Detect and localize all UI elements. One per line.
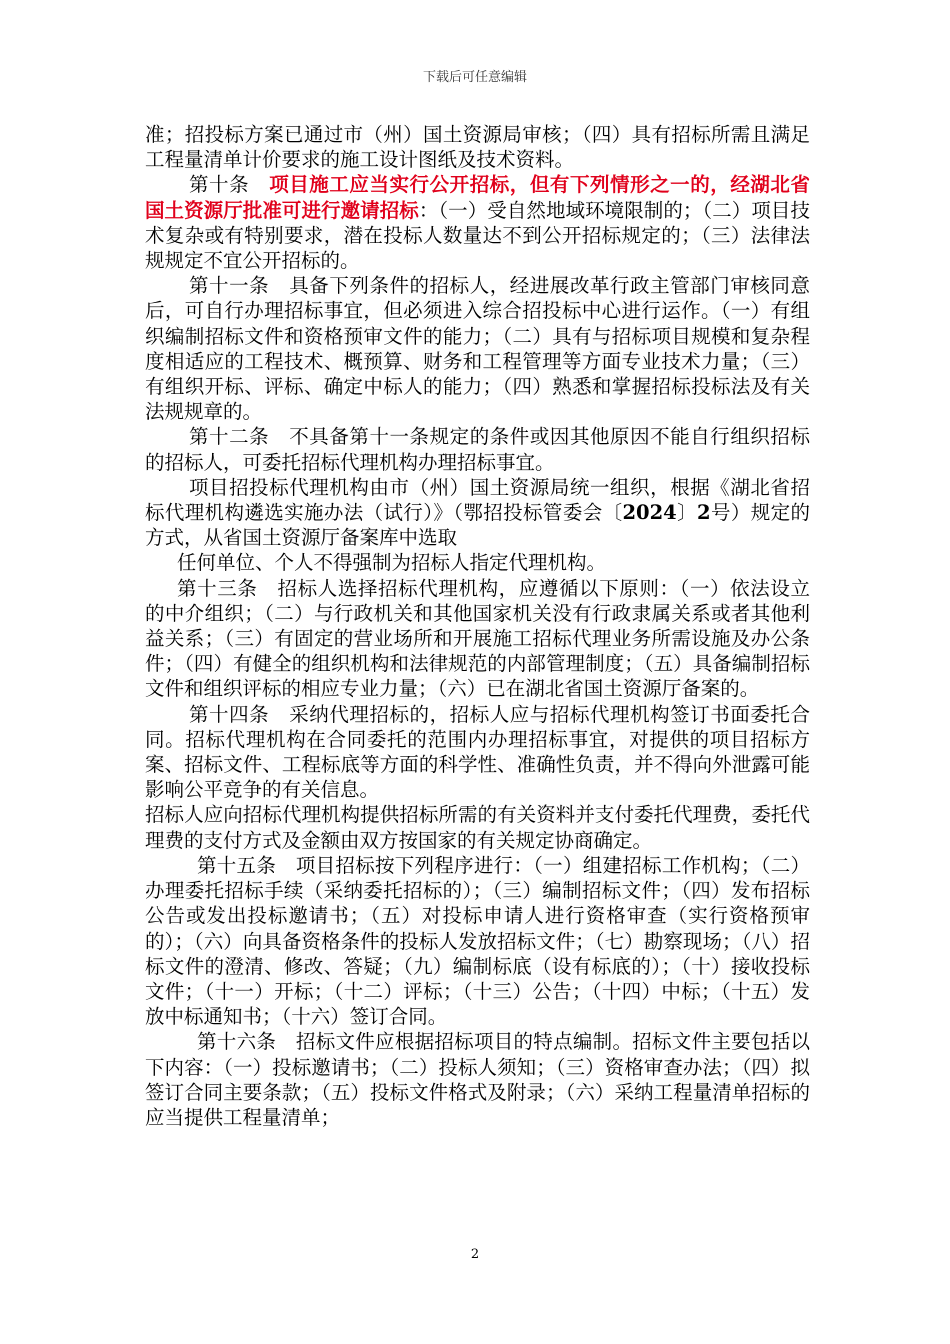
agency-text-2: 〕 [676,501,697,525]
agency-text-1: 项目招投标代理机构由市（州）国土资源局统一组织，根据《湖北省招标代理机构遴选实施办法（试行）》（鄂招投标管委会〔 [145,475,810,525]
article-13: 第十三条 招标人选择招标代理机构，应遵循以下原则：（一）依法设立的中介组织；（二）与行政机关和其他国家机关没有行政隶属关系或者其他利益关系；（三）有固定的营业场所和开展施工招标代理业务所需设施及办公条件；（四）有健全的组织机构和法律规范的内部管理制度；（五）具备编制招标文件和组织评标的相应专业力量；（六）已在湖北省国土资源厅备案的。 [145,576,810,701]
page-number: 2 [470,1247,480,1262]
article-10 [145,172,810,273]
article-11: 第十一条 具备下列条件的招标人，经进展改革行政主管部门审核同意后，可自行办理招标事宜，但必须进入综合招投标中心进行运作。（一）有组织编制招标文件和资格预审文件的能力；（二）具有与招标项目规模和复杂程度相适应的工程技术、概预算、财务和工程管理等方面专业技术力量；（三）有组织开标、评标、确定中标人的能力；（四）熟悉和掌握招标投标法及有关法规规章的。 [145,274,810,424]
article-16: 第十六条 招标文件应根据招标项目的特点编制。招标文件主要包括以下内容：（一）投标邀请书；（二）投标人须知；（三）资格审查办法；（四）拟签订合同主要条款；（五）投标文件格式及附录；（六）采纳工程量清单招标的应当提供工程量清单； [145,1030,810,1129]
article-12: 第十二条 不具备第十一条规定的条件或因其他原因不能自行组织招标的招标人，可委托招标代理机构办理招标事宜。 [145,425,810,474]
article-10-heading: 第十条 [189,173,270,197]
agency-paragraph [145,475,810,551]
agency-fee-paragraph: 招标人应向招标代理机构提供招标所需的有关资料并支付委托代理费，委托代理费的支付方式及金额由双方按国家的有关规定协商确定。 [145,803,810,852]
paragraph-continuation: 准；招投标方案已通过市（州）国土资源局审核；（四）具有招标所需且满足工程量清单计价要求的施工设计图纸及技术资料。 [145,123,810,172]
page-header: 下载后可任意编辑 [422,70,527,85]
article-10-text: ：（一）受自然地域环境限制的；（二）项目技术复杂或有特别要求，潜在投标人数量达不到公开招标规定的；（三）法律法规规定不宜公开招标的。 [145,198,810,273]
article-14: 第十四条 采纳代理招标的，招标人应与招标代理机构签订书面委托合同。招标代理机构在合同委托的范围内办理招标事宜，对提供的项目招标方案、招标文件、工程标底等方面的科学性、准确性负责，并不得向外泄露可能影响公平竞争的有关信息。 [145,702,810,802]
agency-text-3: 号）规定的方式，从省国土资源厅备案库中选取 [145,501,810,550]
no-forced-agency: 任何单位、个人不得强制为招标人指定代理机构。 [177,551,607,575]
document-body [145,122,810,1130]
article-10-highlight: 项目施工应当实行公开招标，但有下列情形之一的，经湖北省国土资源厅批准可进行邀请招标 [145,173,810,222]
agency-year: 2024 [622,501,677,525]
article-15: 第十五条 项目招标按下列程序进行：（一）组建招标工作机构；（二）办理委托招标手续（采纳委托招标的）；（三）编制招标文件；（四）发布招标公告或发出投标邀请书；（五）对投标申请人进行资格审查（实行资格预审的）；（六）向具备资格条件的投标人发放招标文件；（七）勘察现场；（八）招标文件的澄清、修改、答疑；（九）编制标底（设有标底的）；（十）接收投标文件；（十一）开标；（十二）评标；（十三）公告；（十四）中标；（十五）发放中标通知书；（十六）签订合同。 [145,853,810,1029]
agency-number: 2 [697,501,711,525]
